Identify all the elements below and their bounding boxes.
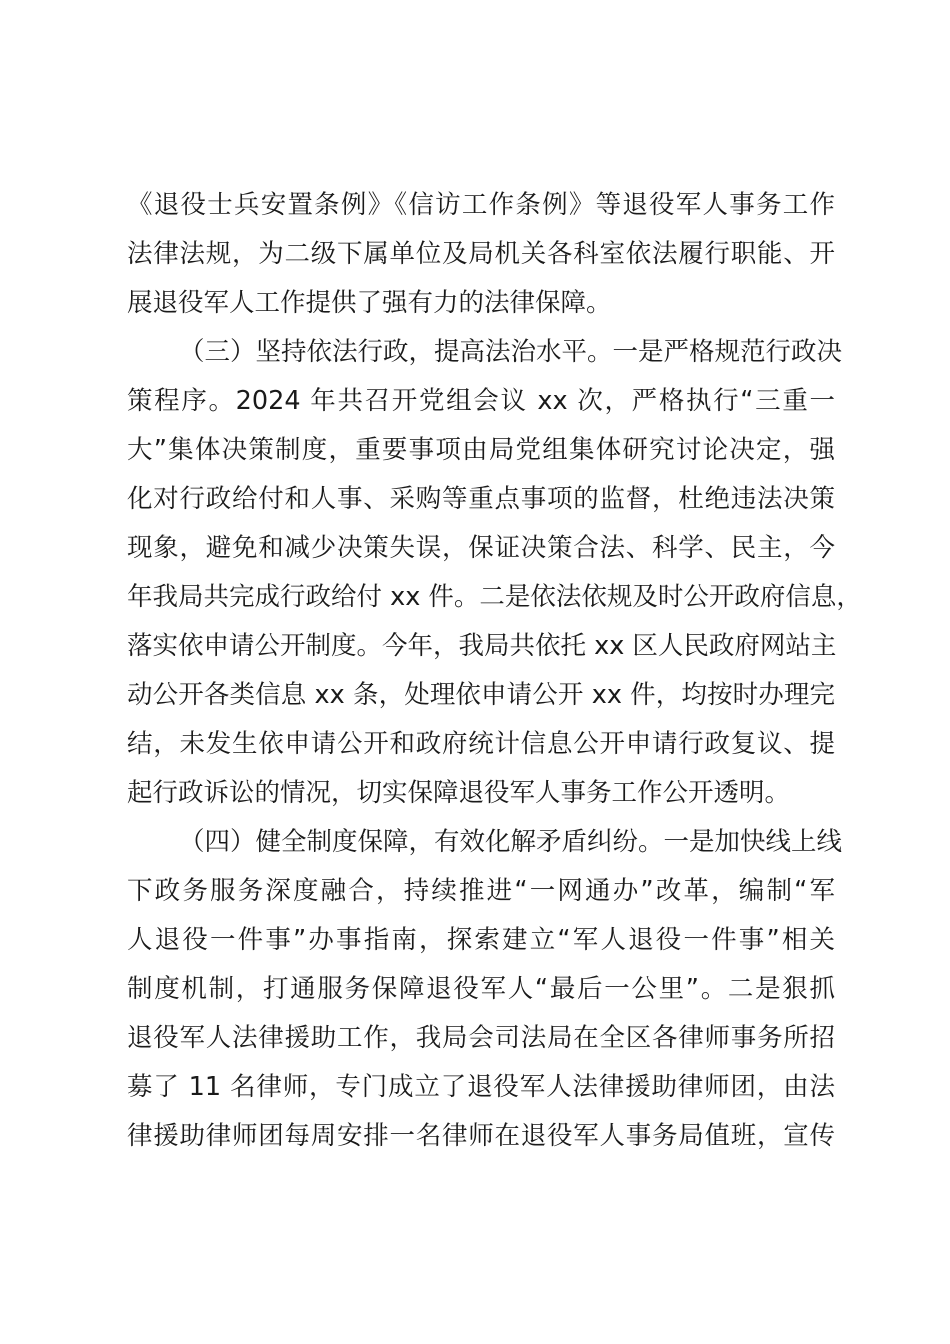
text-line: 制度机制，打通服务保障退役军人“最后一公里”。二是狠抓 xyxy=(127,974,835,1004)
text-line: （四）健全制度保障，有效化解矛盾纠纷。一是加快线上线 xyxy=(179,827,843,857)
text-line: 展退役军人工作提供了强有力的法律保障。 xyxy=(127,288,612,318)
text-line: （三）坚持依法行政，提高法治水平。一是严格规范行政决 xyxy=(179,337,843,367)
text-line: 法律法规，为二级下属单位及局机关各科室依法履行职能、开 xyxy=(127,239,835,269)
paragraph-2 xyxy=(127,328,862,818)
text-line: 大”集体决策制度，重要事项由局党组集体研究讨论决定，强 xyxy=(127,435,835,465)
text-line: 策程序。2024 年共召开党组会议 xx 次，严格执行“三重一 xyxy=(127,386,835,416)
text-line: 律援助律师团每周安排一名律师在退役军人事务局值班，宣传 xyxy=(127,1121,835,1151)
document-body xyxy=(127,181,862,1161)
text-line: 结，未发生依申请公开和政府统计信息公开申请行政复议、提 xyxy=(127,729,835,759)
text-line: 动公开各类信息 xx 条，处理依申请公开 xx 件，均按时办理完 xyxy=(127,680,835,710)
paragraph-1 xyxy=(127,181,835,328)
text-line: 《退役士兵安置条例》《信访工作条例》等退役军人事务工作 xyxy=(127,190,835,220)
text-line: 募了 11 名律师，专门成立了退役军人法律援助律师团，由法 xyxy=(127,1072,835,1102)
text-line: 落实依申请公开制度。今年，我局共依托 xx 区人民政府网站主 xyxy=(127,631,837,661)
text-line: 下政务服务深度融合，持续推进“一网通办”改革，编制“军 xyxy=(127,876,835,906)
paragraph-3 xyxy=(127,818,843,1161)
text-line: 现象，避免和减少决策失误，保证决策合法、科学、民主，今 xyxy=(127,533,835,563)
text-line: 退役军人法律援助工作，我局会司法局在全区各律师事务所招 xyxy=(127,1023,835,1053)
text-line: 人退役一件事”办事指南，探索建立“军人退役一件事”相关 xyxy=(127,925,835,955)
text-line: 年我局共完成行政给付 xx 件。二是依法依规及时公开政府信息， xyxy=(127,582,862,612)
text-line: 起行政诉讼的情况，切实保障退役军人事务工作公开透明。 xyxy=(127,778,791,808)
text-line: 化对行政给付和人事、采购等重点事项的监督，杜绝违法决策 xyxy=(127,484,835,514)
